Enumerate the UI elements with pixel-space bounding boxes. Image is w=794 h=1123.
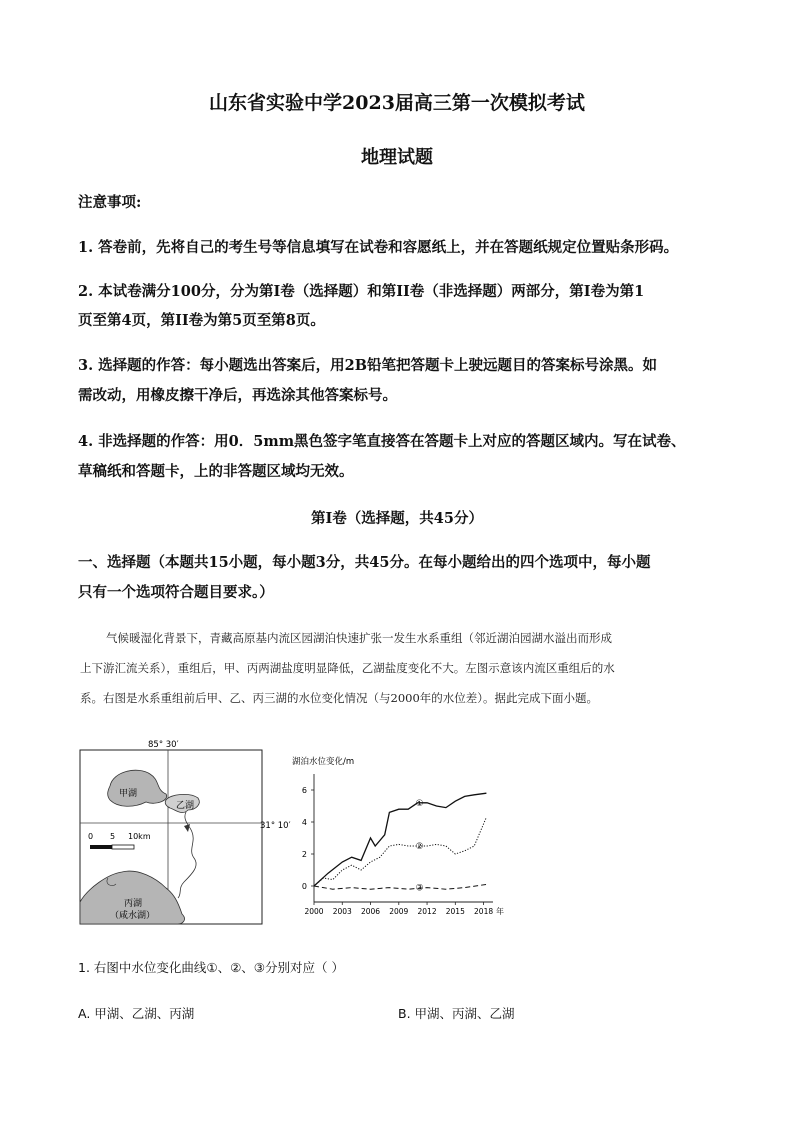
lake-yi-label: 乙湖 [176, 801, 195, 811]
chart-series-1 [314, 793, 486, 886]
note-line-5: 需改动，用橡皮擦干净后，再选涂其他答案标号。 [78, 387, 397, 404]
chart-series-label-1: ① [415, 798, 424, 809]
chart-series-2 [314, 817, 486, 886]
note-line-2: 2. 本试卷满分100分，分为第Ⅰ卷（选择题）和第II卷（非选择题）两部分，第Ⅰ卷为第1 [78, 283, 645, 300]
exam-title: 山东省实验中学2023届高三第一次模拟考试 [209, 92, 585, 114]
chart-xtick-label: 2000 [304, 907, 324, 916]
lake-jia-label: 甲湖 [119, 789, 138, 799]
chart-ytick-label: 2 [301, 850, 307, 859]
scale-5: 5 [110, 832, 116, 841]
exam-subtitle: 地理试题 [361, 147, 433, 168]
note-line-1: 1. 答卷前，先将自己的考生号等信息填写在试卷和容愿纸上，并在答题纸规定位置贴条形码。 [78, 239, 679, 256]
note-line-3: 页至第4页，第II卷为第5页至第8页。 [78, 312, 325, 329]
chart-series-3 [314, 884, 486, 889]
chart-ytick-label: 4 [301, 818, 307, 827]
scale-bar-white [112, 845, 134, 849]
chart-series-label-2: ② [415, 842, 424, 852]
note-line-4: 3. 选择题的作答：每小题选出答案后，用2B铅笔把答题卡上驶远题目的答案标号涂黑。如 [78, 357, 658, 374]
question-1-option-a[interactable]: A. 甲湖、乙湖、丙湖 [78, 1006, 195, 1021]
part-instruction-2: 只有一个选项符合题目要求。） [78, 584, 274, 601]
scale-0: 0 [88, 832, 94, 841]
question-1-stem: 1. 右图中水位变化曲线①、②、③分别对应（ ） [78, 960, 344, 975]
note-line-7: 草稿纸和答题卡，上的非答题区域均无效。 [78, 463, 354, 480]
chart-xlabel: 年 [496, 907, 504, 916]
chart-xtick-label: 2003 [332, 907, 352, 916]
passage-line-3: 系。右图是水系重组前后甲、乙、丙三湖的水位变化情况（与2000年的水位差）。据此完成下面小题。 [80, 691, 599, 705]
chart-ytick-label: 6 [301, 786, 307, 795]
water-level-chart [288, 752, 518, 924]
passage-line-1: 气候暖湿化背景下，青藏高原基内流区园湖泊快速扩张一发生水系重组（邻近湖泊园湖水溢出而形成 [106, 631, 612, 645]
scale-bar-black [90, 845, 112, 849]
passage-line-2: 上下游汇流关系），重组后，甲、丙两湖盐度明显降低，乙湖盐度变化不大。左图示意该内流区重组后的水 [80, 661, 615, 675]
scale-10: 10km [128, 832, 151, 841]
chart-xtick-label: 2018 [474, 907, 494, 916]
lat-label: 31° 10′ [260, 821, 291, 831]
lake-map [78, 738, 291, 930]
lon-label: 85° 30′ [148, 740, 179, 750]
chart-ylabel: 湖泊水位变化/m [292, 757, 355, 767]
chart-xtick-label: 2012 [417, 907, 437, 916]
question-1-option-b[interactable]: B. 甲湖、丙湖、乙湖 [398, 1006, 515, 1021]
lake-bing-label: 丙湖 [124, 899, 143, 909]
lake-bing-note: （咸水湖） [110, 911, 156, 921]
chart-xtick-label: 2006 [360, 907, 381, 916]
chart-series-label-3: ③ [415, 883, 424, 894]
chart-ytick-label: 0 [301, 882, 307, 891]
part-instruction-1: 一、选择题（本题共15小题，每小题3分，共45分。在每小题给出的四个选项中，每小题 [78, 554, 651, 571]
notes-heading: 注意事项: [78, 194, 142, 211]
chart-xtick-label: 2015 [445, 907, 465, 916]
note-line-6: 4. 非选择题的作答：用0．5mm黑色签字笔直接答在答题卡上对应的答题区域内。写在试卷、 [78, 433, 686, 450]
chart-xtick-label: 2009 [389, 907, 409, 916]
section-title: 第Ⅰ卷（选择题，共45分） [311, 510, 483, 527]
